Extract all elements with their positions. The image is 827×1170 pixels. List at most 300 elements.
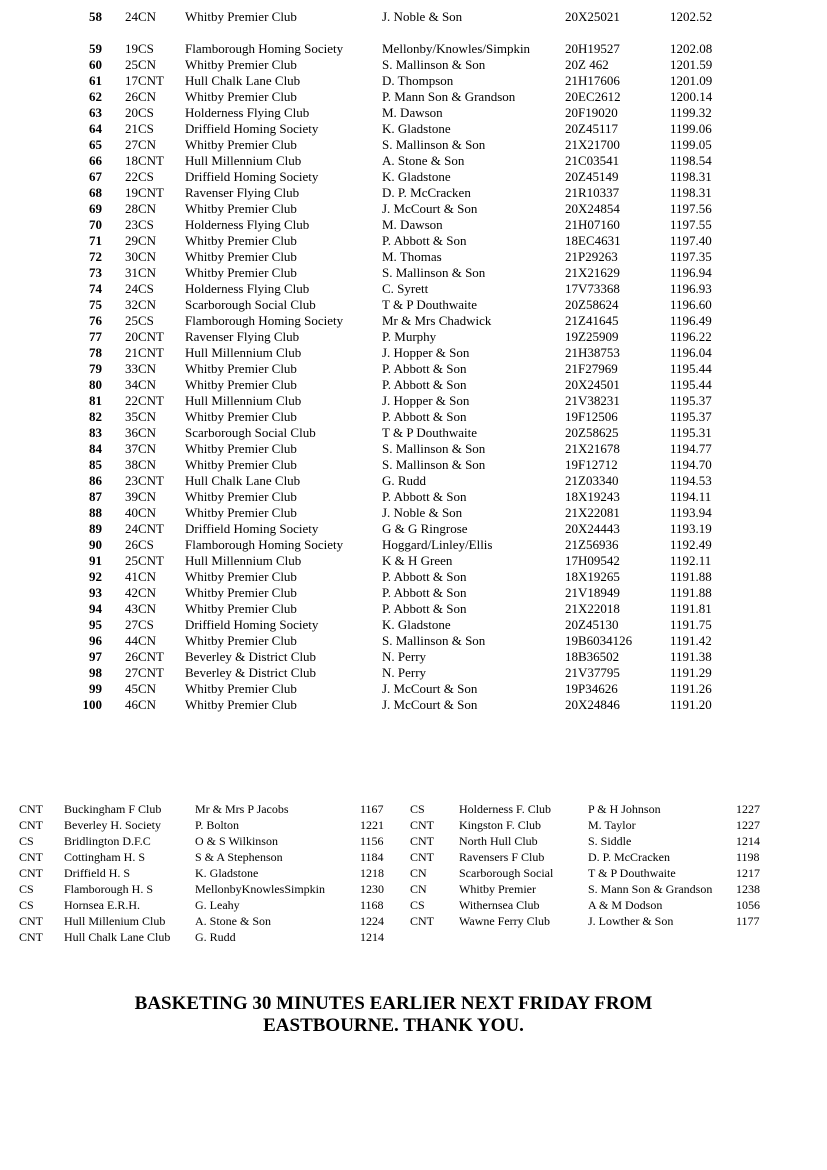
table-row	[0, 505, 827, 521]
category: CS	[19, 882, 34, 896]
velocity: 1218	[360, 866, 384, 880]
table-row	[0, 57, 827, 73]
reporter-name: A. Stone & Son	[195, 914, 272, 928]
owner-name: N. Perry	[382, 665, 427, 680]
velocity: 1156	[360, 834, 384, 848]
category: CNT	[410, 914, 434, 928]
owner-name: G & G Ringrose	[382, 521, 468, 536]
owner-name: P. Murphy	[382, 329, 437, 344]
ring-code: 24CNT	[125, 521, 164, 536]
club-name: Whitby Premier Club	[185, 569, 297, 584]
club-name: Kingston F. Club	[459, 818, 542, 832]
position: 90	[89, 537, 102, 552]
club-name: Scarborough Social Club	[185, 297, 316, 312]
club-name: Ravenser Flying Club	[185, 185, 300, 200]
table-row	[0, 521, 827, 537]
table-row	[0, 489, 827, 505]
ring-code: 21CNT	[125, 345, 164, 360]
velocity: 1200.14	[670, 89, 713, 104]
ring-number: 19P34626	[565, 681, 618, 696]
ring-number: 20H19527	[565, 41, 620, 56]
table-row	[0, 9, 827, 25]
velocity: 1195.44	[670, 361, 712, 376]
ring-code: 42CN	[125, 585, 157, 600]
ring-number: 21X21678	[565, 441, 620, 456]
velocity: 1195.37	[670, 409, 712, 424]
position: 96	[89, 633, 102, 648]
club-name: Whitby Premier Club	[185, 233, 297, 248]
owner-name: T & P Douthwaite	[382, 425, 477, 440]
club-name: Whitby Premier Club	[185, 505, 297, 520]
ring-number: 17V73368	[565, 281, 620, 296]
table-row	[0, 313, 827, 329]
club-name: Whitby Premier Club	[185, 489, 297, 504]
ring-code: 37CN	[125, 441, 157, 456]
velocity: 1197.35	[670, 249, 712, 264]
velocity: 1191.42	[670, 633, 712, 648]
ring-number: 20EC2612	[565, 89, 621, 104]
ring-number: 20Z58624	[565, 297, 619, 312]
table-row	[0, 681, 827, 697]
club-name: Whitby Premier Club	[185, 201, 297, 216]
table-row	[0, 441, 827, 457]
owner-name: G. Rudd	[382, 473, 427, 488]
velocity: 1198.54	[670, 153, 712, 168]
position: 72	[89, 249, 102, 264]
club-name: Flamborough H. S	[64, 882, 154, 896]
club-name: Hull Chalk Lane Club	[185, 73, 301, 88]
ring-code: 25CS	[125, 313, 154, 328]
ring-code: 43CN	[125, 601, 157, 616]
owner-name: P. Abbott & Son	[382, 361, 467, 376]
reporter-name: K. Gladstone	[195, 866, 259, 880]
ring-number: 21Z56936	[565, 537, 619, 552]
owner-name: Mr & Mrs Chadwick	[382, 313, 492, 328]
velocity: 1201.59	[670, 57, 713, 72]
table-row	[0, 233, 827, 249]
ring-code: 38CN	[125, 457, 157, 472]
category: CS	[19, 834, 34, 848]
club-name: Whitby Premier Club	[185, 681, 297, 696]
ring-number: 21X22018	[565, 601, 620, 616]
club-name: Hull Millennium Club	[185, 345, 302, 360]
velocity: 1196.94	[670, 265, 712, 280]
club-summary-table	[0, 801, 827, 945]
owner-name: P. Abbott & Son	[382, 233, 467, 248]
owner-name: P. Abbott & Son	[382, 377, 467, 392]
table-row	[0, 569, 827, 585]
club-name: Whitby Premier Club	[185, 633, 297, 648]
ring-code: 19CS	[125, 41, 154, 56]
velocity: 1195.44	[670, 377, 712, 392]
club-name: North Hull Club	[459, 834, 538, 848]
ring-number: 20Z58625	[565, 425, 619, 440]
ring-code: 36CN	[125, 425, 157, 440]
ring-number: 18B36502	[565, 649, 620, 664]
ring-code: 27CS	[125, 617, 154, 632]
ring-code: 20CNT	[125, 329, 164, 344]
ring-number: 21F27969	[565, 361, 618, 376]
reporter-name: M. Taylor	[588, 818, 636, 832]
velocity: 1224	[360, 914, 384, 928]
club-name: Whitby Premier Club	[185, 601, 297, 616]
ring-number: 21V38231	[565, 393, 620, 408]
ring-code: 39CN	[125, 489, 157, 504]
club-name: Driffield Homing Society	[185, 121, 319, 136]
owner-name: S. Mallinson & Son	[382, 265, 486, 280]
position: 99	[89, 681, 102, 696]
ring-code: 24CS	[125, 281, 154, 296]
club-name: Holderness Flying Club	[185, 217, 310, 232]
velocity: 1227	[736, 802, 760, 816]
club-name: Holderness Flying Club	[185, 281, 310, 296]
results-table	[0, 9, 827, 713]
owner-name: T & P Douthwaite	[382, 297, 477, 312]
position: 59	[89, 41, 102, 56]
velocity: 1193.94	[670, 505, 712, 520]
ring-number: 20X25021	[565, 9, 620, 24]
owner-name: P. Abbott & Son	[382, 601, 467, 616]
club-name: Whitby Premier Club	[185, 585, 297, 600]
ring-number: 21H07160	[565, 217, 620, 232]
reporter-name: S. Siddle	[588, 834, 632, 848]
velocity: 1201.09	[670, 73, 713, 88]
position: 78	[89, 345, 102, 360]
ring-code: 26CS	[125, 537, 154, 552]
reporter-name: S & A Stephenson	[195, 850, 283, 864]
velocity: 1214	[360, 930, 384, 944]
table-row	[0, 377, 827, 393]
club-name: Driffield Homing Society	[185, 169, 319, 184]
ring-code: 35CN	[125, 409, 157, 424]
ring-number: 18X19265	[565, 569, 620, 584]
position: 84	[89, 441, 102, 456]
summary-row	[0, 801, 827, 817]
table-row	[0, 137, 827, 153]
category: CS	[410, 802, 425, 816]
table-row	[0, 185, 827, 201]
position: 98	[89, 665, 102, 680]
reporter-name: D. P. McCracken	[588, 850, 670, 864]
velocity: 1196.60	[670, 297, 712, 312]
reporter-name: P & H Johnson	[588, 802, 661, 816]
table-row	[0, 537, 827, 553]
ring-number: 21X21700	[565, 137, 620, 152]
ring-number: 21V37795	[565, 665, 620, 680]
club-name: Whitby Premier Club	[185, 89, 297, 104]
table-row	[0, 393, 827, 409]
velocity: 1214	[736, 834, 760, 848]
club-name: Bridlington D.F.C	[64, 834, 151, 848]
owner-name: J. Noble & Son	[382, 9, 463, 24]
velocity: 1191.75	[670, 617, 712, 632]
ring-code: 30CN	[125, 249, 157, 264]
club-name: Scarborough Social Club	[185, 425, 316, 440]
ring-code: 28CN	[125, 201, 157, 216]
table-row	[0, 281, 827, 297]
position: 80	[89, 377, 102, 392]
reporter-name: P. Bolton	[195, 818, 240, 832]
club-name: Withernsea Club	[459, 898, 540, 912]
club-name: Whitby Premier Club	[185, 265, 297, 280]
ring-number: 18X19243	[565, 489, 620, 504]
table-row	[0, 649, 827, 665]
ring-number: 21X22081	[565, 505, 620, 520]
ring-code: 27CNT	[125, 665, 164, 680]
owner-name: A. Stone & Son	[382, 153, 465, 168]
velocity: 1056	[736, 898, 760, 912]
club-name: Hull Millennium Club	[185, 153, 302, 168]
ring-number: 20Z 462	[565, 57, 609, 72]
position: 73	[89, 265, 102, 280]
position: 92	[89, 569, 102, 584]
club-name: Whitby Premier Club	[185, 137, 297, 152]
position: 95	[89, 617, 102, 632]
table-row	[0, 329, 827, 345]
table-row	[0, 457, 827, 473]
owner-name: K & H Green	[382, 553, 453, 568]
table-row	[0, 41, 827, 57]
owner-name: D. Thompson	[382, 73, 454, 88]
club-name: Driffield Homing Society	[185, 521, 319, 536]
owner-name: J. McCourt & Son	[382, 681, 478, 696]
velocity: 1191.88	[670, 569, 712, 584]
owner-name: N. Perry	[382, 649, 427, 664]
owner-name: P. Abbott & Son	[382, 409, 467, 424]
reporter-name: J. Lowther & Son	[588, 914, 674, 928]
ring-code: 27CN	[125, 137, 157, 152]
table-row	[0, 617, 827, 633]
position: 76	[89, 313, 102, 328]
ring-number: 19B6034126	[565, 633, 633, 648]
velocity: 1198	[736, 850, 760, 864]
table-row	[0, 153, 827, 169]
ring-number: 20X24501	[565, 377, 620, 392]
position: 100	[82, 697, 102, 712]
ring-code: 17CNT	[125, 73, 164, 88]
club-name: Flamborough Homing Society	[185, 41, 344, 56]
owner-name: J. McCourt & Son	[382, 697, 478, 712]
velocity: 1191.81	[670, 601, 712, 616]
ring-number: 17H09542	[565, 553, 620, 568]
ring-number: 19Z25909	[565, 329, 619, 344]
ring-code: 21CS	[125, 121, 154, 136]
position: 62	[89, 89, 102, 104]
velocity: 1196.04	[670, 345, 712, 360]
owner-name: P. Abbott & Son	[382, 585, 467, 600]
table-row	[0, 585, 827, 601]
position: 86	[89, 473, 102, 488]
position: 94	[89, 601, 102, 616]
table-row	[0, 425, 827, 441]
ring-code: 41CN	[125, 569, 157, 584]
ring-number: 21V18949	[565, 585, 620, 600]
club-name: Ravensers F Club	[459, 850, 545, 864]
summary-row	[0, 881, 827, 897]
position: 70	[89, 217, 102, 232]
category: CNT	[410, 850, 434, 864]
club-name: Whitby Premier Club	[185, 441, 297, 456]
velocity: 1167	[360, 802, 384, 816]
table-row	[0, 265, 827, 281]
position: 81	[89, 393, 102, 408]
reporter-name: O & S Wilkinson	[195, 834, 278, 848]
club-name: Driffield Homing Society	[185, 617, 319, 632]
velocity: 1195.31	[670, 425, 712, 440]
table-row	[0, 409, 827, 425]
club-name: Whitby Premier	[459, 882, 536, 896]
velocity: 1198.31	[670, 169, 712, 184]
velocity: 1184	[360, 850, 384, 864]
table-row	[0, 249, 827, 265]
velocity: 1227	[736, 818, 760, 832]
velocity: 1197.56	[670, 201, 712, 216]
velocity: 1230	[360, 882, 384, 896]
ring-number: 20Z45117	[565, 121, 618, 136]
summary-row	[0, 833, 827, 849]
velocity: 1196.22	[670, 329, 712, 344]
table-row	[0, 473, 827, 489]
table-row	[0, 665, 827, 681]
position: 82	[89, 409, 102, 424]
position: 68	[89, 185, 102, 200]
velocity: 1196.93	[670, 281, 712, 296]
velocity: 1198.31	[670, 185, 712, 200]
club-name: Beverley & District Club	[185, 649, 317, 664]
owner-name: J. McCourt & Son	[382, 201, 478, 216]
owner-name: S. Mallinson & Son	[382, 57, 486, 72]
position: 63	[89, 105, 102, 120]
velocity: 1193.19	[670, 521, 712, 536]
ring-number: 21Z03340	[565, 473, 619, 488]
ring-code: 18CNT	[125, 153, 164, 168]
position: 64	[89, 121, 102, 136]
ring-code: 31CN	[125, 265, 157, 280]
velocity: 1194.53	[670, 473, 712, 488]
ring-number: 20Z45149	[565, 169, 619, 184]
table-row	[0, 553, 827, 569]
velocity: 1194.77	[670, 441, 712, 456]
velocity: 1196.49	[670, 313, 712, 328]
club-name: Hull Chalk Lane Club	[185, 473, 301, 488]
reporter-name: T & P Douthwaite	[588, 866, 676, 880]
owner-name: M. Dawson	[382, 217, 443, 232]
position: 66	[89, 153, 102, 168]
club-name: Hull Millennium Club	[185, 393, 302, 408]
position: 61	[89, 73, 102, 88]
ring-code: 23CS	[125, 217, 154, 232]
club-name: Hull Chalk Lane Club	[64, 930, 171, 944]
velocity: 1197.40	[670, 233, 712, 248]
position: 91	[89, 553, 102, 568]
ring-number: 21H17606	[565, 73, 620, 88]
owner-name: M. Dawson	[382, 105, 443, 120]
category: CNT	[19, 850, 43, 864]
ring-code: 20CS	[125, 105, 154, 120]
table-row	[0, 297, 827, 313]
club-name: Whitby Premier Club	[185, 57, 297, 72]
reporter-name: S. Mann Son & Grandson	[588, 882, 713, 896]
club-name: Flamborough Homing Society	[185, 537, 344, 552]
table-row	[0, 601, 827, 617]
club-name: Whitby Premier Club	[185, 361, 297, 376]
owner-name: Hoggard/Linley/Ellis	[382, 537, 493, 552]
ring-number: 20Z45130	[565, 617, 619, 632]
ring-number: 21X21629	[565, 265, 620, 280]
category: CNT	[19, 914, 43, 928]
ring-code: 23CNT	[125, 473, 164, 488]
position: 93	[89, 585, 102, 600]
ring-code: 46CN	[125, 697, 157, 712]
table-row	[0, 169, 827, 185]
ring-code: 26CNT	[125, 649, 164, 664]
category: CNT	[410, 818, 434, 832]
owner-name: S. Mallinson & Son	[382, 457, 486, 472]
notice-line-1: BASKETING 30 MINUTES EARLIER NEXT FRIDAY FROM	[134, 993, 653, 1014]
category: CNT	[19, 818, 43, 832]
velocity: 1199.05	[670, 137, 712, 152]
club-name: Hull Millenium Club	[64, 914, 166, 928]
ring-code: 22CNT	[125, 393, 164, 408]
summary-row	[0, 849, 827, 865]
ring-code: 33CN	[125, 361, 157, 376]
velocity: 1194.11	[670, 489, 712, 504]
ring-code: 25CN	[125, 57, 157, 72]
velocity: 1191.88	[670, 585, 712, 600]
owner-name: J. Hopper & Son	[382, 345, 470, 360]
ring-number: 20X24443	[565, 521, 620, 536]
owner-name: P. Abbott & Son	[382, 489, 467, 504]
table-row	[0, 361, 827, 377]
category: CNT	[19, 930, 43, 944]
club-name: Buckingham F Club	[64, 802, 162, 816]
summary-row	[0, 865, 827, 881]
velocity: 1192.49	[670, 537, 712, 552]
velocity: 1192.11	[670, 553, 712, 568]
velocity: 1202.52	[670, 9, 713, 24]
table-row	[0, 217, 827, 233]
reporter-name: MellonbyKnowlesSimpkin	[195, 882, 326, 896]
table-row	[0, 73, 827, 89]
summary-row	[0, 817, 827, 833]
club-name: Cottingham H. S	[64, 850, 146, 864]
summary-row	[0, 897, 827, 913]
velocity: 1217	[736, 866, 760, 880]
owner-name: S. Mallinson & Son	[382, 441, 486, 456]
owner-name: D. P. McCracken	[382, 185, 471, 200]
position: 60	[89, 57, 102, 72]
club-name: Flamborough Homing Society	[185, 313, 344, 328]
owner-name: S. Mallinson & Son	[382, 633, 486, 648]
position: 88	[89, 505, 102, 520]
club-name: Whitby Premier Club	[185, 457, 297, 472]
club-name: Wawne Ferry Club	[459, 914, 551, 928]
club-name: Hornsea E.R.H.	[64, 898, 140, 912]
summary-row	[0, 913, 827, 929]
reporter-name: G. Leahy	[195, 898, 240, 912]
ring-number: 19F12506	[565, 409, 618, 424]
category: CN	[410, 882, 427, 896]
table-row	[0, 89, 827, 105]
ring-number: 20X24854	[565, 201, 620, 216]
owner-name: M. Thomas	[382, 249, 442, 264]
ring-number: 19F12712	[565, 457, 618, 472]
position: 87	[89, 489, 102, 504]
category: CNT	[19, 802, 43, 816]
position: 85	[89, 457, 102, 472]
velocity: 1202.08	[670, 41, 713, 56]
table-row	[0, 105, 827, 121]
